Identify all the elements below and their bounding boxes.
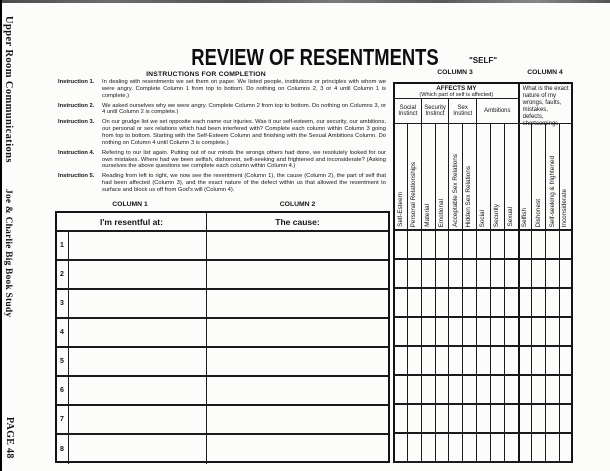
affects-cell[interactable] xyxy=(476,434,490,463)
column4-header: What is the exact nature of my wrongs, faults, mistakes, defects, shortcomings xyxy=(518,82,573,124)
row-number: 6 xyxy=(57,377,69,406)
row-number: 5 xyxy=(57,348,69,377)
affects-cell[interactable] xyxy=(490,347,504,376)
affects-cell[interactable] xyxy=(504,231,518,260)
affects-cell[interactable] xyxy=(462,289,476,318)
affects-cell[interactable] xyxy=(393,318,407,347)
affects-cell[interactable] xyxy=(559,289,573,318)
study-spine-text: Joe & Charlie Big Book Study xyxy=(3,189,13,318)
affects-cell[interactable] xyxy=(462,231,476,260)
column1-label: COLUMN 1 xyxy=(112,201,148,208)
field-label-text: Personal Relationships xyxy=(410,161,418,227)
affects-cell[interactable] xyxy=(531,260,545,289)
instruction-label: Instruction 3. xyxy=(58,119,95,126)
instruction-label: Instruction 4. xyxy=(58,149,95,156)
row-number: 4 xyxy=(57,319,69,348)
instruction-text: On our grudge list we set opposite each name our injuries. Was it our self-esteem, our security, our ambitions, our personal or sex relations which had been interfered with? Complete each column within Column 3 going from top to bottom. Starting with the Self-Esteem Column and finishing with the Sexual Ambitions Column. Do nothing on Column 4 until Column 3 is complete.) xyxy=(102,119,386,146)
affects-cell[interactable] xyxy=(559,231,573,260)
affects-cell[interactable] xyxy=(504,434,518,463)
affects-field-label xyxy=(490,124,504,231)
affects-cell[interactable] xyxy=(545,289,559,318)
field-label-text: Social xyxy=(479,209,487,227)
affects-field-label xyxy=(393,124,407,231)
affects-cell[interactable] xyxy=(476,376,490,405)
field-label-text: Material xyxy=(423,204,431,227)
affects-cell[interactable] xyxy=(448,318,462,347)
affects-cell[interactable] xyxy=(559,318,573,347)
affects-cell[interactable] xyxy=(407,260,421,289)
affects-cell[interactable] xyxy=(448,289,462,318)
instruction-item xyxy=(58,119,388,146)
affects-grid xyxy=(393,82,573,463)
affects-cell[interactable] xyxy=(504,347,518,376)
publisher-spine-text: Upper Room Communications xyxy=(3,16,14,163)
affects-cell[interactable] xyxy=(421,289,435,318)
affects-cell[interactable] xyxy=(421,260,435,289)
resentments-table xyxy=(55,211,390,463)
affects-cell[interactable] xyxy=(504,376,518,405)
affects-cell[interactable] xyxy=(448,231,462,260)
affects-cell[interactable] xyxy=(393,347,407,376)
affects-cell[interactable] xyxy=(462,376,476,405)
affects-cell[interactable] xyxy=(531,376,545,405)
affects-cell[interactable] xyxy=(421,318,435,347)
field-label-text: Acceptable Sex Relations xyxy=(451,154,459,227)
affects-cell[interactable] xyxy=(490,434,504,463)
field-label-text: Emotional xyxy=(437,198,445,227)
affects-field-label xyxy=(462,124,476,231)
affects-cell[interactable] xyxy=(531,434,545,463)
affects-field-label xyxy=(504,124,518,231)
affects-cell[interactable] xyxy=(531,289,545,318)
affects-cell[interactable] xyxy=(421,231,435,260)
scan-top-edge xyxy=(0,0,610,3)
row-number: 8 xyxy=(57,435,69,464)
affects-cell[interactable] xyxy=(518,318,532,347)
affects-field-label xyxy=(559,124,573,231)
affects-field-label xyxy=(421,124,435,231)
field-label-text: Self-Esteem xyxy=(396,192,404,227)
row-number: 1 xyxy=(57,232,69,261)
resentful-at-header: I'm resentful at: xyxy=(57,213,207,232)
affects-cell[interactable] xyxy=(490,231,504,260)
affects-cell[interactable] xyxy=(462,347,476,376)
instinct-group-header: Security Instinct xyxy=(421,99,449,124)
affects-cell[interactable] xyxy=(559,434,573,463)
row-number: 2 xyxy=(57,261,69,290)
field-label-text: Sexual xyxy=(506,207,514,227)
affects-cell[interactable] xyxy=(545,231,559,260)
affects-header-line2: (Which part of self is affected) xyxy=(419,91,494,98)
affects-cell[interactable] xyxy=(490,260,504,289)
affects-cell[interactable] xyxy=(462,405,476,434)
instruction-label: Instruction 5. xyxy=(58,173,95,180)
affects-cell[interactable] xyxy=(559,405,573,434)
affects-cell[interactable] xyxy=(545,318,559,347)
affects-cell[interactable] xyxy=(559,376,573,405)
instruction-item xyxy=(58,150,388,170)
affects-field-label xyxy=(407,124,421,231)
cause-cell[interactable] xyxy=(207,435,388,464)
affects-cell[interactable] xyxy=(435,405,449,434)
affects-cell[interactable] xyxy=(545,434,559,463)
row-number: 7 xyxy=(57,406,69,435)
affects-cell[interactable] xyxy=(448,376,462,405)
cause-cell[interactable] xyxy=(207,348,388,377)
instruction-item xyxy=(58,103,388,117)
field-label-text: Hidden Sex Relations xyxy=(465,165,473,227)
affects-cell[interactable] xyxy=(518,405,532,434)
affects-field-label xyxy=(476,124,490,231)
affects-cell[interactable] xyxy=(407,318,421,347)
affects-cell[interactable] xyxy=(559,347,573,376)
affects-cell[interactable] xyxy=(476,231,490,260)
cause-cell[interactable] xyxy=(207,319,388,348)
affects-cell[interactable] xyxy=(393,231,407,260)
affects-field-label xyxy=(518,124,532,231)
resentful-at-cell[interactable] xyxy=(69,319,207,348)
affects-cell[interactable] xyxy=(393,405,407,434)
affects-header-line1: AFFECTS MY xyxy=(436,84,477,92)
affects-cell[interactable] xyxy=(518,260,532,289)
instruction-text: Refering to our list again. Putting out of our minds the wrongs others had done, we resolutely looked for our own mistakes. Where had we been selfish, dishonest, self-seeking and frightened and inconsiderate? (Asking ourselves the above questions we complete each column within Column 4.) xyxy=(102,149,386,170)
column3-label: COLUMN 3 xyxy=(437,69,473,76)
page-title: REVIEW OF RESENTMENTS xyxy=(191,44,439,70)
affects-cell[interactable] xyxy=(518,376,532,405)
affects-cell[interactable] xyxy=(421,405,435,434)
instruction-text: In dealing with resentments we set them on paper. We listed people, institutions or principles with whom we were angry. Complete Column 1 from top to bottom. Do nothing on Columns 2, 3 or 4 until Column 1 is complete.) xyxy=(102,79,386,99)
affects-cell[interactable] xyxy=(476,405,490,434)
affects-cell[interactable] xyxy=(407,434,421,463)
affects-cell[interactable] xyxy=(407,376,421,405)
affects-cell[interactable] xyxy=(531,347,545,376)
cause-cell[interactable] xyxy=(207,232,388,261)
affects-field-label xyxy=(448,124,462,231)
field-label-text: Inconsiderate xyxy=(561,188,569,227)
field-label-text: Self-seeking & frightened xyxy=(548,155,556,227)
affects-cell[interactable] xyxy=(448,347,462,376)
cause-header: The cause: xyxy=(207,213,388,232)
affects-cell[interactable] xyxy=(407,405,421,434)
affects-cell[interactable] xyxy=(421,434,435,463)
affects-cell[interactable] xyxy=(448,434,462,463)
instinct-group-header: Ambitions xyxy=(476,99,518,124)
cause-cell[interactable] xyxy=(207,377,388,406)
affects-cell[interactable] xyxy=(435,318,449,347)
affects-cell[interactable] xyxy=(421,347,435,376)
affects-cell[interactable] xyxy=(559,260,573,289)
affects-cell[interactable] xyxy=(490,289,504,318)
affects-cell[interactable] xyxy=(518,347,532,376)
affects-cell[interactable] xyxy=(545,260,559,289)
resentful-at-cell[interactable] xyxy=(69,348,207,377)
affects-cell[interactable] xyxy=(518,434,532,463)
affects-cell[interactable] xyxy=(531,405,545,434)
instinct-group-header: Sex Instinct xyxy=(448,99,476,124)
affects-cell[interactable] xyxy=(393,434,407,463)
affects-cell[interactable] xyxy=(476,347,490,376)
affects-cell[interactable] xyxy=(421,376,435,405)
resentful-at-cell[interactable] xyxy=(69,435,207,464)
affects-field-label xyxy=(545,124,559,231)
affects-cell[interactable] xyxy=(435,347,449,376)
resentful-at-cell[interactable] xyxy=(69,290,207,319)
affects-cell[interactable] xyxy=(490,318,504,347)
instruction-text: Reading from left to right, we now see the resentment (Column 1), the cause (Column 2), the part of self that had been affected (Column 3), and the exact nature of the defect within us that allowed the resentment to surface and block us off from God's will (Column 4). xyxy=(102,173,386,193)
cause-cell[interactable] xyxy=(207,406,388,435)
affects-cell[interactable] xyxy=(504,405,518,434)
affects-cell[interactable] xyxy=(531,318,545,347)
affects-cell[interactable] xyxy=(393,289,407,318)
affects-cell[interactable] xyxy=(435,376,449,405)
affects-cell[interactable] xyxy=(490,376,504,405)
affects-cell[interactable] xyxy=(504,289,518,318)
affects-cell[interactable] xyxy=(518,231,532,260)
affects-cell[interactable] xyxy=(448,405,462,434)
cause-cell[interactable] xyxy=(207,261,388,290)
affects-cell[interactable] xyxy=(476,260,490,289)
scan-left-edge xyxy=(0,0,2,471)
affects-field-label xyxy=(435,124,449,231)
instruction-item xyxy=(58,173,388,193)
affects-cell[interactable] xyxy=(476,318,490,347)
affects-cell[interactable] xyxy=(462,318,476,347)
affects-cell[interactable] xyxy=(545,405,559,434)
cause-cell[interactable] xyxy=(207,290,388,319)
page-number: PAGE 48 xyxy=(4,417,15,459)
instruction-label: Instruction 2. xyxy=(58,102,95,109)
affects-cell[interactable] xyxy=(518,289,532,318)
resentful-at-cell[interactable] xyxy=(69,232,207,261)
affects-cell[interactable] xyxy=(504,318,518,347)
instinct-group-header: Social Instinct xyxy=(393,99,421,124)
affects-cell[interactable] xyxy=(504,260,518,289)
affects-cell[interactable] xyxy=(407,231,421,260)
field-label-text: Dishonest xyxy=(534,198,542,227)
instruction-label: Instruction 1. xyxy=(58,79,95,85)
affects-cell[interactable] xyxy=(393,376,407,405)
resentful-at-cell[interactable] xyxy=(69,406,207,435)
affects-cell[interactable] xyxy=(435,231,449,260)
instructions-heading: INSTRUCTIONS FOR COMPLETION xyxy=(146,71,266,78)
affects-cell[interactable] xyxy=(435,289,449,318)
instructions-list xyxy=(58,79,388,197)
affects-header xyxy=(393,82,518,99)
affects-cell[interactable] xyxy=(393,260,407,289)
column4-label: COLUMN 4 xyxy=(527,69,563,76)
affects-field-label xyxy=(531,124,545,231)
affects-cell[interactable] xyxy=(435,434,449,463)
affects-cell[interactable] xyxy=(462,434,476,463)
self-heading: "SELF" xyxy=(468,56,498,65)
resentful-at-cell[interactable] xyxy=(69,261,207,290)
affects-cell[interactable] xyxy=(531,231,545,260)
affects-cell[interactable] xyxy=(407,347,421,376)
resentful-at-cell[interactable] xyxy=(69,377,207,406)
instruction-text: We asked ourselves why we were angry. Complete Column 2 from top to bottom. Do nothing on Columns 3, or 4 until Column 2 is complete.) xyxy=(102,102,386,116)
affects-cell[interactable] xyxy=(545,376,559,405)
affects-cell[interactable] xyxy=(462,260,476,289)
affects-cell[interactable] xyxy=(545,347,559,376)
affects-cell[interactable] xyxy=(435,260,449,289)
affects-cell[interactable] xyxy=(476,289,490,318)
affects-cell[interactable] xyxy=(407,289,421,318)
affects-cell[interactable] xyxy=(448,260,462,289)
row-number: 3 xyxy=(57,290,69,319)
affects-cell[interactable] xyxy=(490,405,504,434)
instruction-item xyxy=(58,79,388,99)
field-label-text: Selfish xyxy=(521,207,529,227)
field-label-text: Security xyxy=(493,203,501,227)
column2-label: COLUMN 2 xyxy=(279,201,316,208)
